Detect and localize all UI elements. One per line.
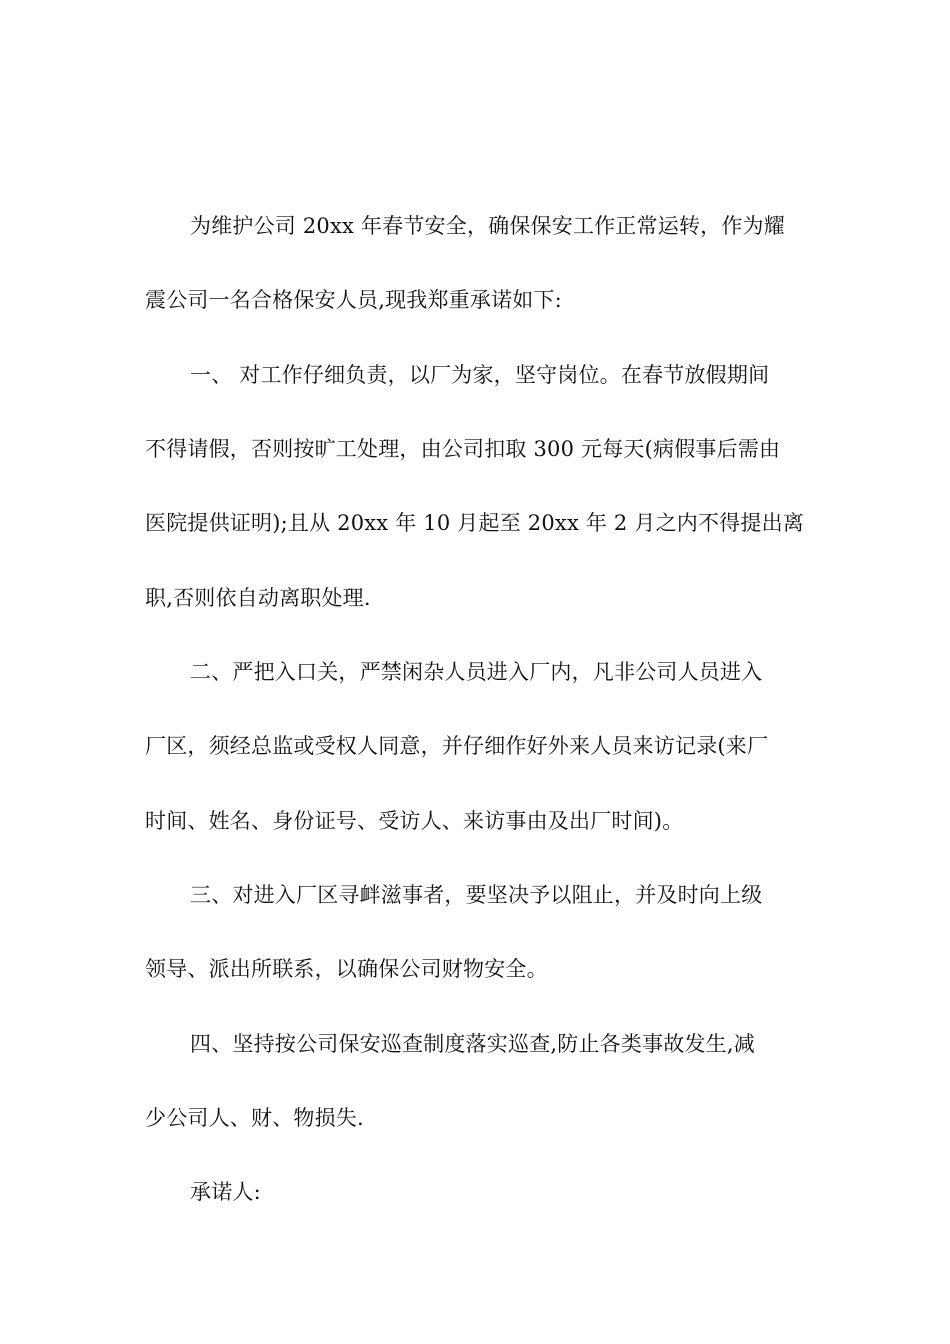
clause-one-line-4: 职,否则依自动离职处理. xyxy=(145,586,371,610)
signature-label: 承诺人: xyxy=(190,1180,261,1204)
clause-three-line-2: 领导、派出所联系，以确保公司财物安全。 xyxy=(145,957,548,981)
clause-one-line-1: 一、 对工作仔细负责，以厂为家，坚守岗位。在春节放假期间 xyxy=(190,363,770,387)
clause-four-line-1: 四、坚持按公司保安巡查制度落实巡查,防止各类事故发生,减 xyxy=(190,1032,755,1056)
clause-four-line-2: 少公司人、财、物损失. xyxy=(145,1106,364,1130)
clause-two-line-2: 厂区，须经总监或受权人同意，并仔细作好外来人员来访记录(来厂 xyxy=(145,734,769,758)
clause-two-line-1: 二、严把入口关，严禁闲杂人员进入厂内，凡非公司人员进入 xyxy=(190,660,763,684)
clause-one-line-2: 不得请假，否则按旷工处理，由公司扣取 300 元每天(病假事后需由 xyxy=(145,437,781,461)
clause-two-line-3: 时间、姓名、身份证号、受访人、来访事由及出厂时间)。 xyxy=(145,809,684,833)
paragraph-intro-line-2: 震公司一名合格保安人员,现我郑重承诺如下: xyxy=(145,288,562,312)
paragraph-intro-line-1: 为维护公司 20xx 年春节安全，确保保安工作正常运转，作为耀 xyxy=(190,214,785,238)
clause-three-line-1: 三、对进入厂区寻衅滋事者，要坚决予以阻止，并及时向上级 xyxy=(190,883,763,907)
clause-one-line-3: 医院提供证明);且从 20xx 年 10 月起至 20xx 年 2 月之内不得提出离 xyxy=(145,511,804,535)
